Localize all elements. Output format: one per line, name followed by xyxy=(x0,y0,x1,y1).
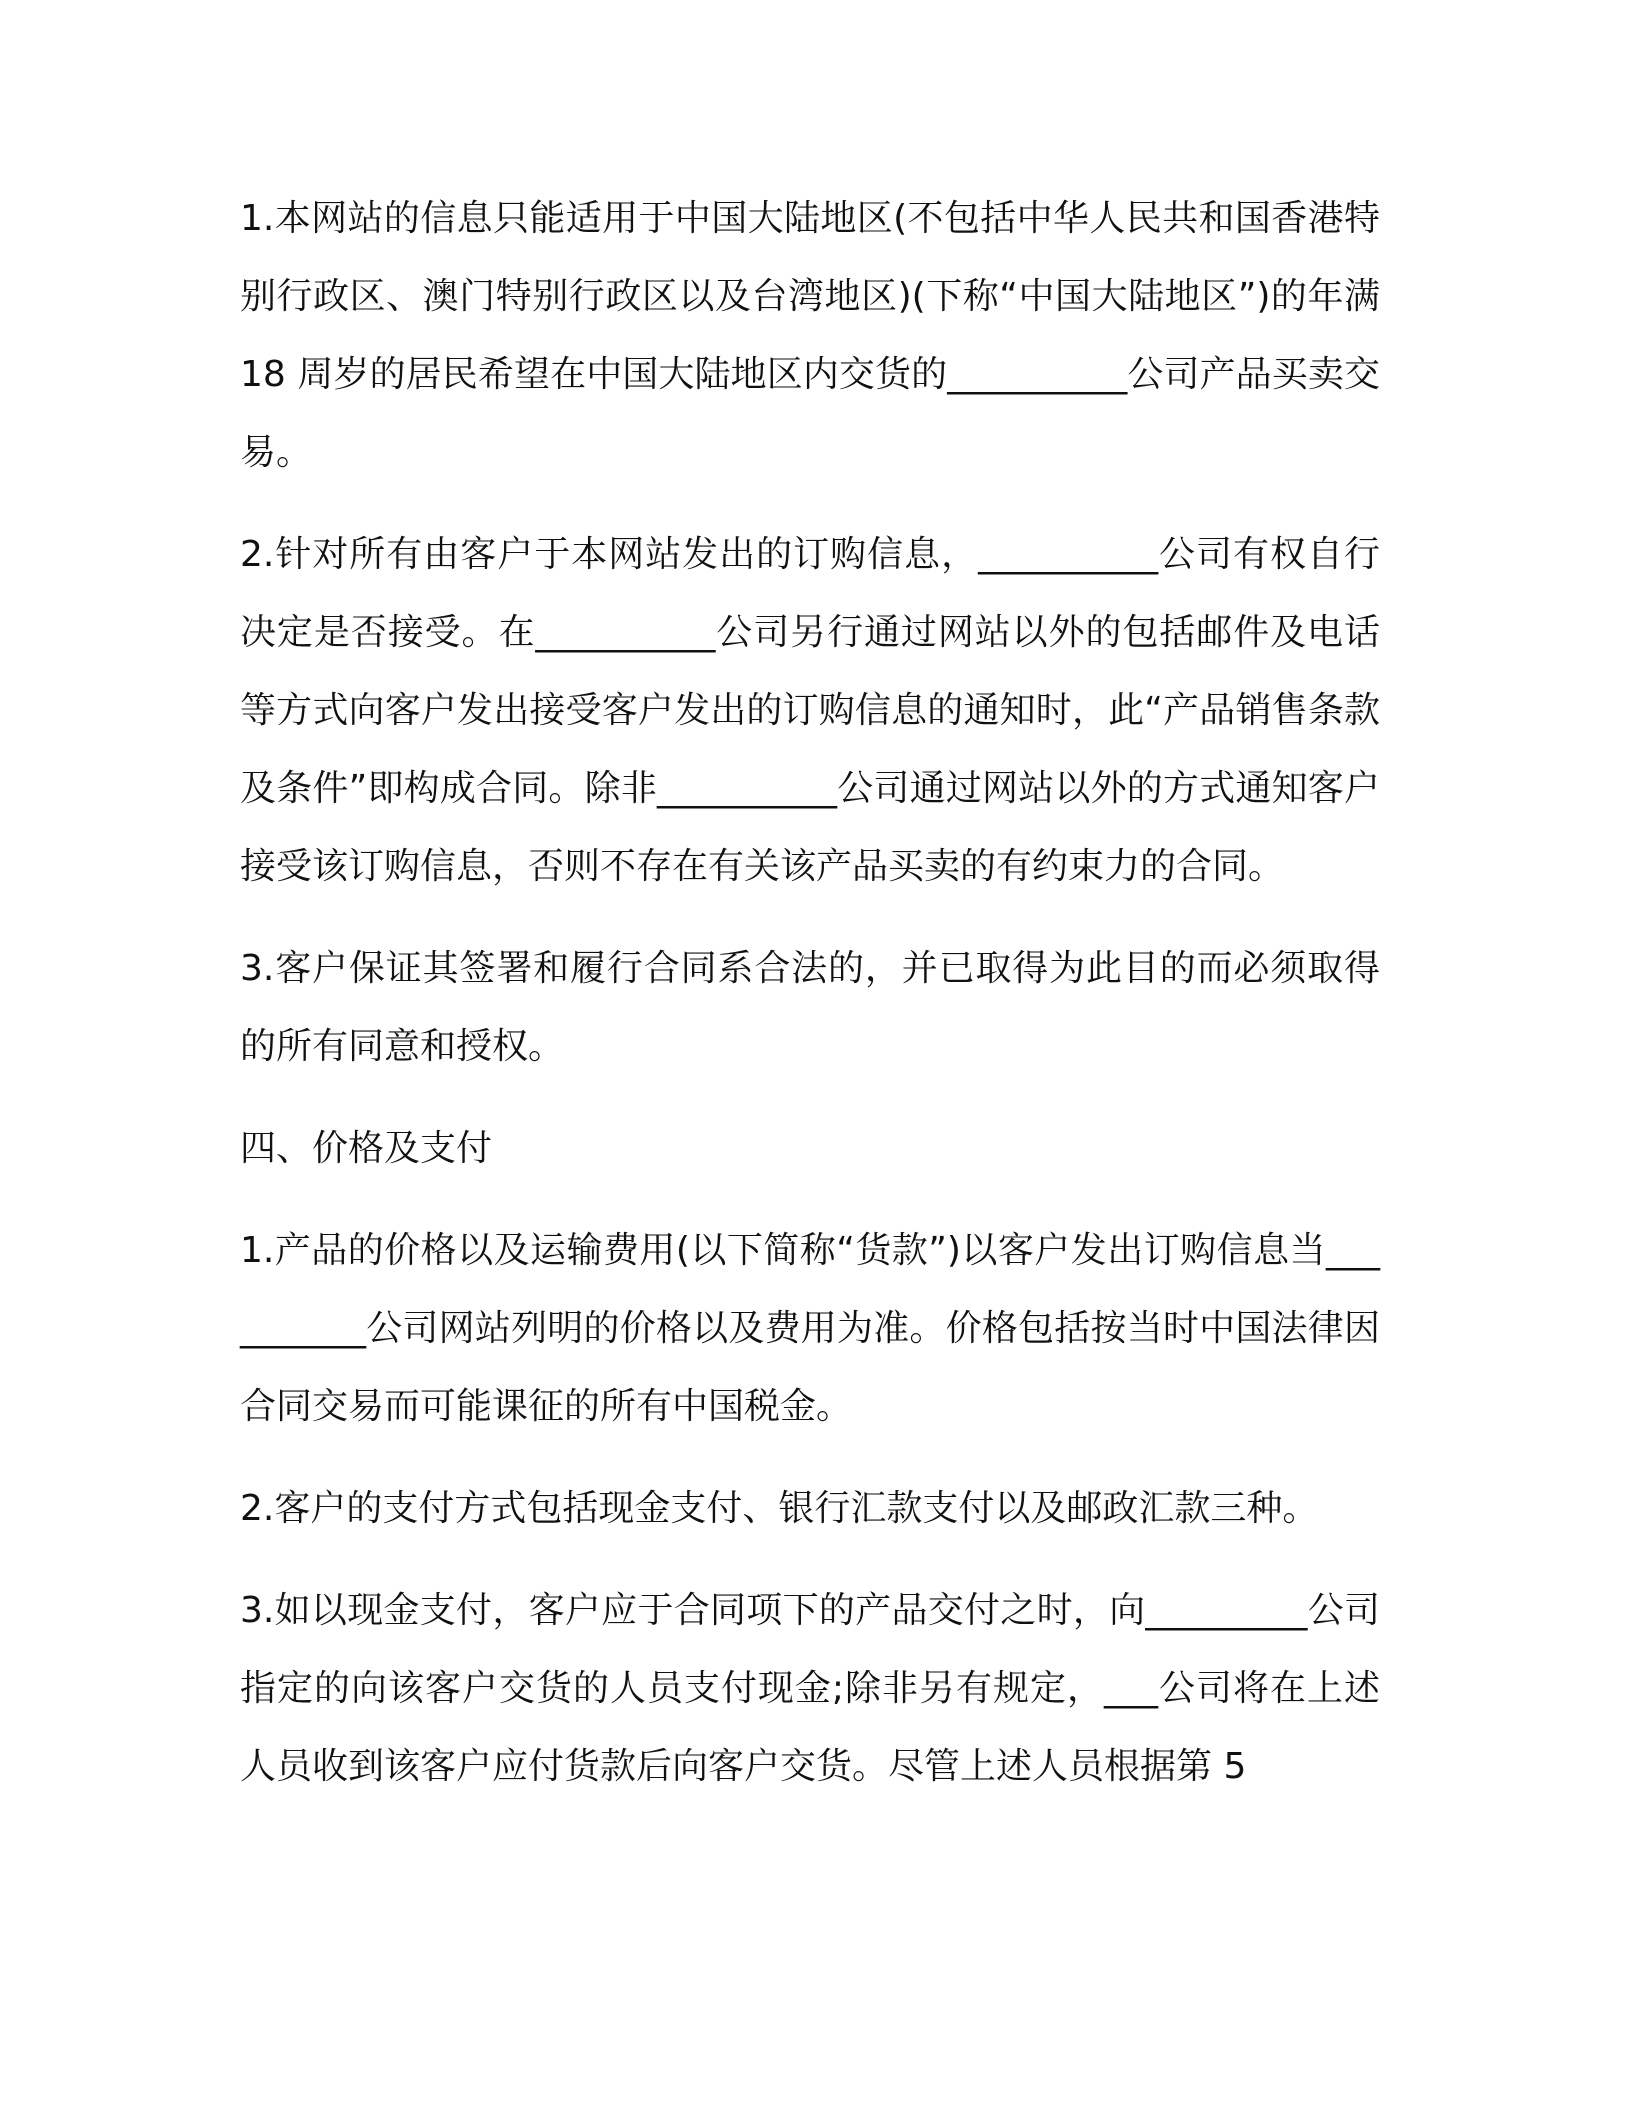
section-paragraph-3: 3.如以现金支付，客户应于合同项下的产品交付之时，向_________公司指定的向该客户交货的人员支付现金;除非另有规定，___公司将在上述人员收到该客户应付货款后向客户交货。尽管上述人员根据第 5 xyxy=(240,1590,1380,1787)
section-heading: 四、价格及支付 xyxy=(240,1128,493,1169)
paragraph-1: 1.本网站的信息只能适用于中国大陆地区(不包括中华人民共和国香港特别行政区、澳门特别行政区以及台湾地区)(下称“中国大陆地区”)的年满 18 周岁的居民希望在中国大陆地区内交货的__________公司产品买卖交易。 xyxy=(240,198,1380,473)
paragraph-3: 3.客户保证其签署和履行合同系合法的，并已取得为此目的而必须取得的所有同意和授权。 xyxy=(240,948,1380,1067)
section-paragraph-2: 2.客户的支付方式包括现金支付、银行汇款支付以及邮政汇款三种。 xyxy=(240,1488,1319,1529)
document-body xyxy=(240,180,1380,1830)
section-paragraph-1: 1.产品的价格以及运输费用(以下简称“货款”)以客户发出订购信息当__________公司网站列明的价格以及费用为准。价格包括按当时中国法律因合同交易而可能课征的所有中国税金。 xyxy=(240,1230,1380,1427)
paragraph-2: 2.针对所有由客户于本网站发出的订购信息，__________公司有权自行决定是否接受。在__________公司另行通过网站以外的包括邮件及电话等方式向客户发出接受客户发出的订购信息的通知时，此“产品销售条款及条件”即构成合同。除非__________公司通过网站以外的方式通知客户接受该订购信息，否则不存在有关该产品买卖的有约束力的合同。 xyxy=(240,534,1380,887)
